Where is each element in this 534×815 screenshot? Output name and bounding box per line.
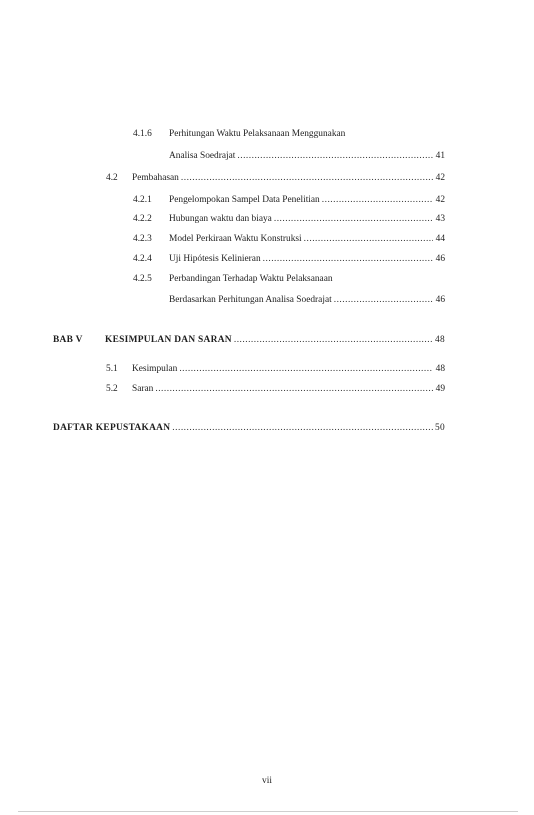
toc-entry-4-2-1-title: Pengelompokan Sampel Data Penelitian	[169, 195, 320, 205]
leader-dots	[172, 422, 433, 434]
toc-entry-4-2-2-number: 4.2.2	[133, 214, 152, 224]
toc-entry-4-2-5-title-line1: Perbandingan Terhadap Waktu Pelaksanaan	[169, 274, 333, 284]
toc-entry-4-1-6-title-line1: Perhitungan Waktu Pelaksanaan Menggunakan	[169, 129, 346, 139]
toc-entry-4-2-title: Pembahasan	[132, 173, 179, 183]
toc-chapter-daftar-kepustakaan[interactable]	[53, 422, 445, 434]
leader-dots	[322, 194, 433, 206]
leader-dots	[304, 233, 433, 245]
toc-chapter-daftar-kepustakaan-page: 50	[435, 423, 445, 433]
toc-chapter-bab-v-title: KESIMPULAN DAN SARAN	[105, 335, 232, 345]
leader-dots	[274, 213, 433, 225]
leader-dots	[181, 172, 433, 184]
toc-chapter-bab-v-number: BAB V	[53, 335, 83, 345]
toc-entry-5-2-number: 5.2	[106, 384, 118, 394]
toc-entry-4-2-4-number: 4.2.4	[133, 254, 152, 264]
toc-entry-4-2-5-number: 4.2.5	[133, 274, 152, 284]
toc-entry-4-2-2[interactable]	[133, 213, 445, 225]
toc-entry-5-1-page: 48	[435, 364, 445, 374]
leader-dots	[237, 150, 433, 162]
toc-chapter-daftar-kepustakaan-title: DAFTAR KEPUSTAKAAN	[53, 423, 171, 433]
toc-entry-5-1-title: Kesimpulan	[132, 364, 178, 374]
toc-entry-5-2[interactable]	[106, 383, 445, 395]
leader-dots	[155, 383, 433, 395]
toc-entry-4-2-5-title-line2: Berdasarkan Perhitungan Analisa Soedrajat	[169, 295, 332, 305]
toc-entry-4-1-6-title-line2: Analisa Soedrajat	[169, 151, 236, 161]
toc-entry-4-2-2-title: Hubungan waktu dan biaya	[169, 214, 272, 224]
toc-entry-4-2-1-number: 4.2.1	[133, 195, 152, 205]
toc-entry-4-2-4[interactable]	[133, 253, 445, 265]
toc-chapter-bab-v[interactable]	[53, 334, 445, 346]
scan-edge-line	[18, 811, 518, 812]
toc-entry-4-2-1[interactable]	[133, 194, 445, 206]
toc-entry-4-2[interactable]	[106, 172, 445, 184]
toc-entry-4-2-3-page: 44	[435, 234, 445, 244]
toc-entry-4-2-3-number: 4.2.3	[133, 234, 152, 244]
leader-dots	[263, 253, 433, 265]
leader-dots	[234, 334, 433, 346]
toc-entry-4-2-1-page: 42	[435, 195, 445, 205]
toc-entry-4-2-page: 42	[435, 173, 445, 183]
toc-entry-4-2-3[interactable]	[133, 233, 445, 245]
toc-entry-5-1[interactable]	[106, 363, 445, 375]
toc-entry-4-2-4-title: Uji Hipótesis Kelinieran	[169, 254, 261, 264]
toc-entry-4-2-2-page: 43	[435, 214, 445, 224]
page-number: vii	[262, 776, 272, 786]
toc-entry-4-2-5[interactable]	[169, 294, 445, 306]
toc-entry-4-1-6-number: 4.1.6	[133, 129, 152, 139]
toc-entry-4-2-3-title: Model Perkiraan Waktu Konstruksi	[169, 234, 302, 244]
toc-entry-4-2-4-page: 46	[435, 254, 445, 264]
toc-entry-5-2-title: Saran	[132, 384, 154, 394]
toc-entry-4-2-number: 4.2	[106, 173, 118, 183]
toc-entry-4-1-6-page: 41	[435, 151, 445, 161]
leader-dots	[334, 294, 433, 306]
toc-chapter-bab-v-page: 48	[435, 335, 445, 345]
toc-entry-4-2-5-page: 46	[435, 295, 445, 305]
toc-entry-5-2-page: 49	[435, 384, 445, 394]
leader-dots	[179, 363, 433, 375]
toc-entry-5-1-number: 5.1	[106, 364, 118, 374]
toc-entry-4-1-6[interactable]	[169, 150, 445, 162]
